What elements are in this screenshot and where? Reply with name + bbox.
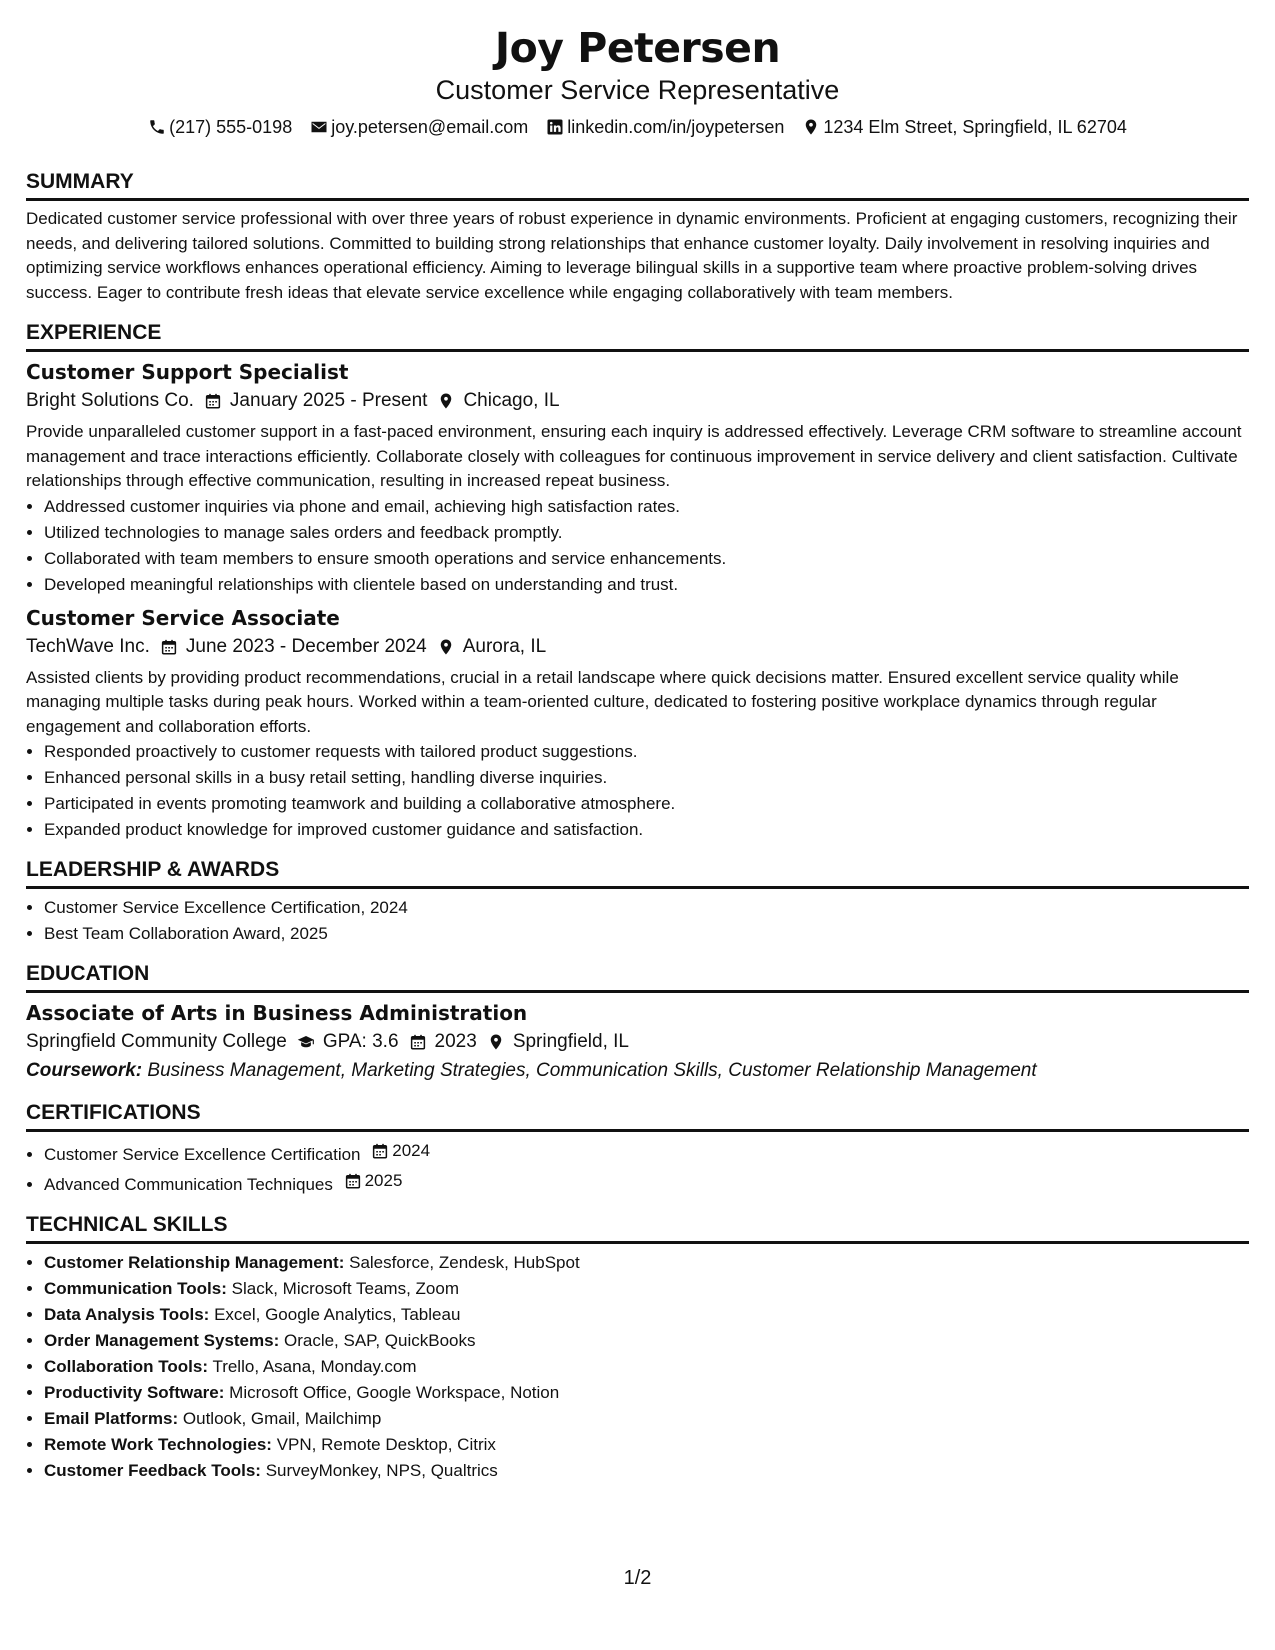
skills-section (26, 1212, 1249, 1484)
experience-section (26, 320, 1249, 843)
list-item (44, 1168, 1249, 1198)
job-entry (26, 604, 1249, 844)
education-section (26, 961, 1249, 1085)
list-item (44, 1138, 1249, 1168)
list-item: • Enhanced personal skills in a busy retail setting, handling diverse inquiries. (44, 765, 1249, 791)
calendar-icon (371, 1142, 389, 1160)
certifications-section (26, 1100, 1249, 1198)
candidate-title: Customer Service Representative (435, 75, 840, 105)
skill-value: VPN, Remote Desktop, Citrix (276, 1435, 496, 1454)
list-item (44, 1458, 1249, 1484)
list-item (44, 1354, 1249, 1380)
location-text: Springfield, IL (512, 1031, 629, 1052)
skill-label: Customer Relationship Management: (44, 1253, 345, 1272)
job-meta (26, 386, 1249, 416)
linkedin-text: linkedin.com/in/joypetersen (567, 117, 785, 137)
skill-label: Order Management Systems: (44, 1331, 280, 1350)
resume-page (26, 22, 1249, 1484)
skill-value: SurveyMonkey, NPS, Qualtrics (265, 1461, 498, 1480)
map-pin-icon (487, 1033, 505, 1051)
cert-date (344, 1168, 403, 1194)
skill-value: Excel, Google Analytics, Tableau (214, 1305, 461, 1324)
contact-email[interactable] (310, 114, 528, 140)
cert-name: Advanced Communication Techniques (44, 1175, 333, 1194)
list-item: • Customer Service Excellence Certification, 2024 (44, 895, 1249, 921)
list-item: • Expanded product knowledge for improved customer guidance and satisfaction. (44, 817, 1249, 843)
job-description: Provide unparalleled customer support in a fast-paced environment, ensuring each inquiry is addressed effectively. Leverage CRM software to streamline account management and trace interactions efficiently. Collaborate closely with colleagues for continuous improvement in service delivery and client satisfaction. Cultivate relationships through effective communication, resulting in increased repeat business. (26, 422, 1242, 490)
section-heading: EDUCATION (26, 961, 1249, 993)
job-description: Assisted clients by providing product recommendations, crucial in a retail landscape where quick decisions matter. Ensured excellent service quality while managing multiple tasks during peak hours. Worked within a team-oriented culture, dedicated to fostering positive workplace dynamics through regular engagement and collaboration efforts. (26, 667, 1179, 736)
leadership-section (26, 857, 1249, 947)
resume-header (26, 22, 1249, 140)
education-year (409, 1027, 477, 1057)
gpa-text: GPA: 3.6 (322, 1031, 399, 1052)
summary-text: Dedicated customer service professional with over three years of robust experience in dynamic environments. Proficient at engaging customers, recognizing their needs, and delivering tailored solutions. Committed to building strong relationships that enhance customer loyalty. Daily involvement in resolving inquiries and optimizing service workflows enhances operational efficiency. Aiming to leverage bilingual skills in a supportive team where proactive problem-solving drives success. Eager to contribute fresh ideas that elevate service excellence while engaging collaboratively with team members. (26, 209, 1238, 302)
list-item: • Collaborated with team members to ensure smooth operations and service enhancements. (44, 546, 1249, 572)
school-name: Springfield Community College (26, 1031, 287, 1052)
candidate-name: Joy Petersen (494, 24, 781, 72)
skill-value: Microsoft Office, Google Workspace, Notion (229, 1383, 560, 1402)
location-text: Chicago, IL (463, 390, 560, 411)
skill-value: Outlook, Gmail, Mailchimp (182, 1409, 382, 1428)
address-text: 1234 Elm Street, Springfield, IL 62704 (823, 117, 1127, 137)
list-item (44, 1328, 1249, 1354)
certifications-list (26, 1138, 1249, 1198)
cert-name: Customer Service Excellence Certification (44, 1145, 361, 1164)
contact-bar (26, 114, 1249, 140)
section-heading: CERTIFICATIONS (26, 1100, 1249, 1132)
education-gpa (297, 1027, 399, 1057)
skill-label: Email Platforms: (44, 1409, 179, 1428)
job-location (437, 386, 559, 416)
skill-value: Slack, Microsoft Teams, Zoom (231, 1279, 459, 1298)
page-number: 1/2 (623, 1567, 652, 1589)
list-item: • Best Team Collaboration Award, 2025 (44, 921, 1249, 947)
map-pin-icon (437, 392, 455, 410)
email-text: joy.petersen@email.com (331, 117, 529, 137)
job-bullets (26, 739, 1249, 843)
dates-text: January 2025 - Present (229, 390, 428, 411)
section-heading: SUMMARY (26, 169, 1249, 201)
list-item: • Utilized technologies to manage sales orders and feedback promptly. (44, 520, 1249, 546)
linkedin-icon (546, 118, 564, 136)
job-dates (160, 632, 427, 662)
list-item (44, 1302, 1249, 1328)
list-item: • Participated in events promoting teamwork and building a collaborative atmosphere. (44, 791, 1249, 817)
section-heading: TECHNICAL SKILLS (26, 1212, 1249, 1244)
list-item (44, 1406, 1249, 1432)
map-pin-icon (802, 118, 820, 136)
calendar-icon (409, 1033, 427, 1051)
skill-label: Productivity Software: (44, 1383, 225, 1402)
summary-section (26, 169, 1249, 305)
skill-label: Customer Feedback Tools: (44, 1461, 261, 1480)
calendar-icon (204, 392, 222, 410)
skill-label: Collaboration Tools: (44, 1357, 209, 1376)
skill-label: Remote Work Technologies: (44, 1435, 272, 1454)
coursework-text: Business Management, Marketing Strategies, Communication Skills, Customer Relationship Management (147, 1060, 1037, 1081)
contact-linkedin[interactable] (546, 114, 784, 140)
contact-phone[interactable] (148, 114, 292, 140)
phone-text: (217) 555-0198 (169, 117, 293, 137)
skills-list (26, 1250, 1249, 1484)
list-item: • Addressed customer inquiries via phone and email, achieving high satisfaction rates. (44, 494, 1249, 520)
calendar-icon (160, 638, 178, 656)
cert-year: 2025 (364, 1171, 403, 1190)
company-name: Bright Solutions Co. (26, 390, 194, 411)
awards-list (26, 895, 1249, 947)
cert-year: 2024 (392, 1141, 431, 1160)
cert-date (371, 1138, 430, 1164)
skill-value: Salesforce, Zendesk, HubSpot (349, 1253, 580, 1272)
degree-title: Associate of Arts in Business Administration (26, 1001, 528, 1025)
job-dates (204, 386, 428, 416)
company-name: TechWave Inc. (26, 635, 150, 657)
envelope-icon (310, 118, 328, 136)
graduation-cap-icon (297, 1033, 315, 1051)
coursework-label: Coursework: (26, 1060, 143, 1081)
list-item (44, 1432, 1249, 1458)
map-pin-icon (437, 638, 455, 656)
list-item (44, 1276, 1249, 1302)
coursework (26, 1057, 1249, 1085)
list-item: • Developed meaningful relationships with clientele based on understanding and trust. (44, 572, 1249, 598)
education-meta (26, 1027, 1249, 1057)
job-meta (26, 632, 1249, 662)
list-item: • Responded proactively to customer requests with tailored product suggestions. (44, 739, 1249, 765)
job-bullets (26, 494, 1249, 598)
dates-text: June 2023 - December 2024 (185, 635, 427, 657)
contact-address (802, 114, 1127, 140)
list-item (44, 1250, 1249, 1276)
phone-icon (148, 118, 166, 136)
job-title: Customer Service Associate (26, 605, 340, 630)
job-title: Customer Support Specialist (26, 360, 349, 384)
job-entry (26, 358, 1249, 598)
skill-label: Communication Tools: (44, 1279, 227, 1298)
list-item (44, 1380, 1249, 1406)
section-heading: EXPERIENCE (26, 320, 1249, 352)
job-location (437, 632, 546, 662)
year-text: 2023 (434, 1031, 477, 1052)
skill-value: Trello, Asana, Monday.com (212, 1357, 417, 1376)
location-text: Aurora, IL (462, 635, 547, 657)
section-heading: LEADERSHIP & AWARDS (26, 857, 1249, 889)
education-location (487, 1027, 629, 1057)
calendar-icon (344, 1172, 362, 1190)
skill-value: Oracle, SAP, QuickBooks (283, 1331, 476, 1350)
skill-label: Data Analysis Tools: (44, 1305, 210, 1324)
